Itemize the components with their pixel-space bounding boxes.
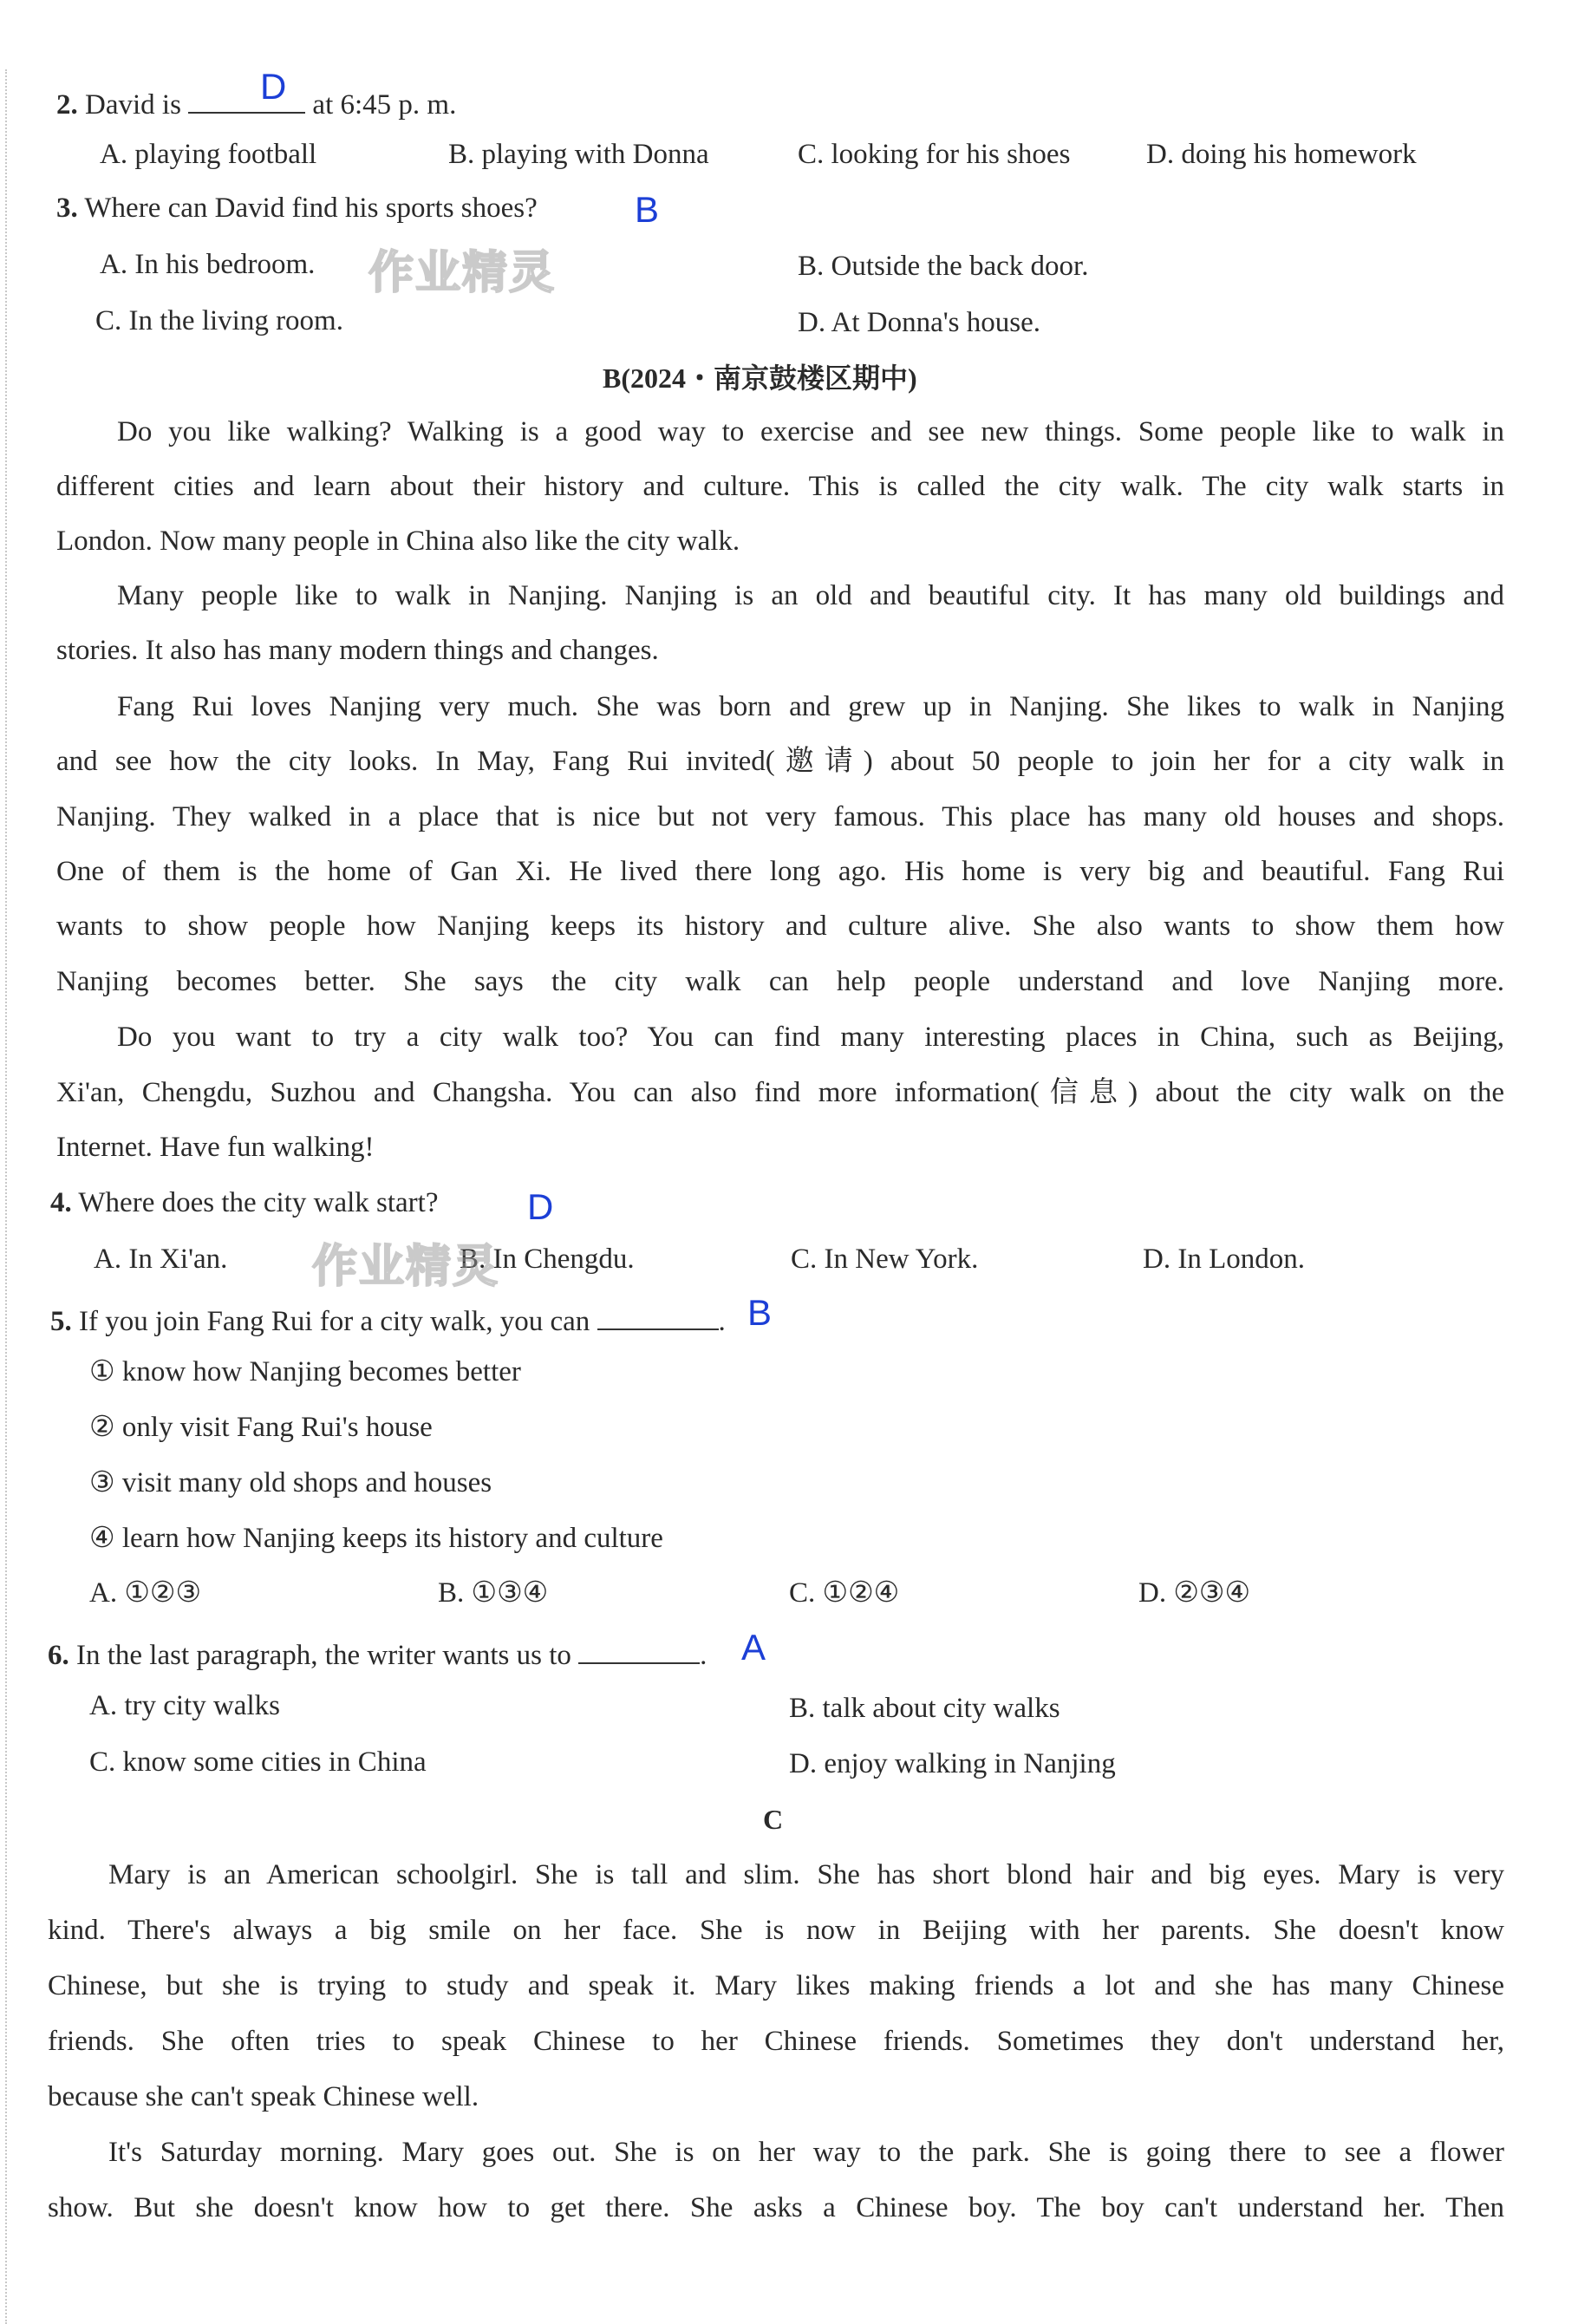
option-b: B. ①③④ [438,1577,549,1609]
passage-line: It's Saturday morning. Mary goes out. She is on her way to the park. She is going there to see a flower [108,2137,1504,2168]
question-number: 4. [50,1187,72,1218]
option-b: B. playing with Donna [448,139,709,170]
question-stem: Where can David find his sports shoes? [84,193,538,224]
passage-line: kind. There's always a big smile on her face. She is now in Beijing with her parents. She doesn't know [48,1915,1504,1946]
answer-blank [188,82,305,114]
handwritten-answer: D [260,66,287,107]
option-a: A. ①②③ [89,1577,202,1609]
passage-line: Nanjing. They walked in a place that is nice but not very famous. This place has many old houses and shops. [56,801,1504,832]
passage-line: Chinese, but she is trying to study and speak it. Mary likes making friends a lot and she has many Chinese [48,1970,1504,2001]
option-c: C. In New York. [791,1244,979,1275]
question-4 [50,1185,438,1220]
answer-blank [578,1633,700,1664]
passage-line: Many people like to walk in Nanjing. Nanjing is an old and beautiful city. It has many old buildings and [117,580,1504,611]
option-c: C. looking for his shoes [798,139,1071,170]
question-6: 6. In the last paragraph, the writer wants us to . [48,1633,707,1673]
option-a: A. try city walks [89,1690,280,1721]
passage-line: different cities and learn about their history and culture. This is called the city walk. The city walk starts in [56,471,1504,502]
option-d: D. At Donna's house. [798,307,1041,338]
question-stem-after: at 6:45 p. m. [312,89,457,121]
passage-line: stories. It also has many modern things and changes. [56,635,659,666]
passage-line: show. But she doesn't know how to get there. She asks a Chinese boy. The boy can't understand her. Then [48,2192,1504,2223]
handwritten-answer: B [635,189,660,230]
passage-line: Fang Rui loves Nanjing very much. She was born and grew up in Nanjing. She likes to walk in Nanjing [117,691,1504,722]
passage-line: Do you want to try a city walk too? You can find many interesting places in China, such as Beijing, [117,1022,1504,1053]
passage-line: London. Now many people in China also like the city walk. [56,526,740,557]
passage-line: wants to show people how Nanjing keeps its history and culture alive. She also wants to show them how [56,911,1504,942]
option-b: B. Outside the back door. [798,251,1089,282]
option-b: B. In Chengdu. [460,1244,635,1275]
question-number: 5. [50,1306,72,1337]
watermark: 作业精灵 [368,247,557,299]
passage-line: Xi'an, Chengdu, Suzhou and Changsha. You can also find more information(信息) about the city walk on the [56,1077,1504,1108]
option-b: B. talk about city walks [789,1693,1060,1724]
passage-line: Internet. Have fun walking! [56,1132,375,1163]
choice-item: ④ learn how Nanjing keeps its history and culture [89,1523,663,1554]
question-number: 3. [56,193,78,224]
binding-margin-line [5,69,7,2324]
question-stem: In the last paragraph, the writer wants us to [76,1640,571,1671]
question-number: 2. [56,89,78,121]
option-c: C. know some cities in China [89,1746,427,1778]
passage-line: and see how the city looks. In May, Fang Rui invited(邀请) about 50 people to join her for a city walk in [56,746,1504,777]
question-2 [56,82,456,122]
passage-line: Do you like walking? Walking is a good way to exercise and see new things. Some people like to walk in [117,416,1504,447]
option-a: A. playing football [100,139,317,170]
handwritten-answer: A [741,1627,766,1668]
handwritten-answer: B [747,1292,773,1333]
option-d: D. ②③④ [1138,1577,1251,1609]
passage-line: Mary is an American schoolgirl. She is tall and slim. She has short blond hair and big eyes. Mary is very [108,1859,1504,1890]
question-3 [56,191,538,225]
choice-item: ① know how Nanjing becomes better [89,1356,521,1387]
option-c: C. ①②④ [789,1577,900,1609]
passage-line: One of them is the home of Gan Xi. He lived there long ago. His home is very big and beautiful. Fang Rui [56,856,1504,887]
question-number: 6. [48,1640,69,1671]
question-5: 5. If you join Fang Rui for a city walk, you can . [50,1299,726,1339]
option-a: A. In Xi'an. [94,1244,228,1275]
option-d: D. In London. [1143,1244,1305,1275]
option-a: A. In his bedroom. [100,249,316,280]
question-stem: Where does the city walk start? [78,1187,439,1218]
watermark: 作业精灵 [312,1241,500,1293]
question-stem: David is [85,89,181,121]
option-c: C. In the living room. [95,305,343,336]
answer-blank [597,1299,719,1330]
passage-line: friends. She often tries to speak Chinese to her Chinese friends. Sometimes they don't understand her, [48,2026,1504,2057]
question-stem: If you join Fang Rui for a city walk, you can [79,1306,590,1337]
choice-item: ② only visit Fang Rui's house [89,1412,433,1443]
choice-item: ③ visit many old shops and houses [89,1467,492,1498]
section-c-heading: C [763,1804,784,1835]
section-b-heading: B(2024・南京鼓楼区期中) [603,362,917,394]
passage-line: Nanjing becomes better. She says the city walk can help people understand and love Nanjing more. [56,966,1504,997]
option-d: D. doing his homework [1146,139,1417,170]
option-d: D. enjoy walking in Nanjing [789,1748,1116,1779]
passage-line: because she can't speak Chinese well. [48,2081,479,2112]
handwritten-answer: D [527,1186,554,1227]
